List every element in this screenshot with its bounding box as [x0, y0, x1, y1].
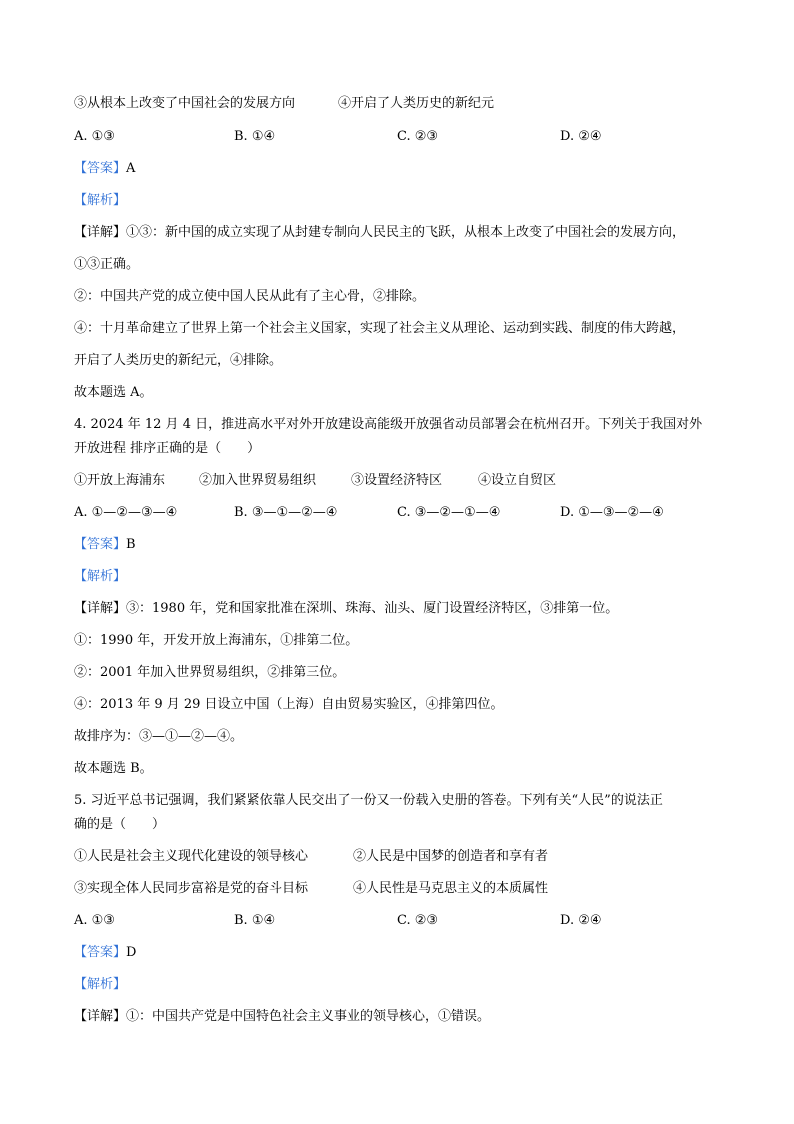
q5-option-d: D. ②④	[560, 913, 602, 928]
q3-conclusion: 故本题选 A。	[74, 385, 153, 400]
q3-detail-line-4: ④：十月革命建立了世界上第一个社会主义国家，实现了社会主义从理论、运动到实践、制度的伟大跨越，	[74, 321, 686, 336]
q3-statement-3: ③从根本上改变了中国社会的发展方向	[74, 96, 296, 111]
q3-answer	[74, 160, 135, 178]
q3-analysis-tag: 【解析】	[74, 193, 127, 208]
q4-statement-1: ①开放上海浦东	[74, 473, 166, 488]
q5-statement-3: ③实现全体人民同步富裕是党的奋斗目标	[74, 881, 309, 896]
q5-option-c: C. ②③	[397, 913, 439, 928]
q4-answer	[74, 536, 136, 554]
q5-stem-line-2: 确的是（ ）	[74, 817, 166, 832]
q3-statement-4: ④开启了人类历史的新纪元	[338, 96, 495, 111]
answer-tag: 【答案】	[74, 161, 127, 176]
q5-stem-line-1: 5. 习近平总书记强调，我们紧紧依靠人民交出了一份又一份载入史册的答卷。下列有关“人民”的说法正	[74, 793, 663, 808]
detail-tag: 【详解】	[74, 225, 127, 240]
q5-statement-4: ④人民性是马克思主义的本质属性	[353, 881, 549, 896]
answer-value: B	[126, 537, 136, 552]
answer-value: A	[126, 161, 136, 176]
q4-option-d: D. ①—③—②—④	[560, 505, 664, 520]
q5-statement-1: ①人民是社会主义现代化建设的领导核心	[74, 849, 309, 864]
q3-detail-line-3: ②：中国共产党的成立使中国人民从此有了主心骨，②排除。	[74, 289, 426, 304]
q4-detail-line-5: 故排序为：③—①—②—④。	[74, 729, 244, 744]
q4-detail-line-2: ①：1990 年，开发开放上海浦东，①排第二位。	[74, 633, 359, 648]
q4-option-c: C. ③—②—①—④	[397, 505, 501, 520]
q5-detail-line-1: 【详解】①：中国共产党是中国特色社会主义事业的领导核心，①错误。	[74, 1009, 491, 1024]
q4-statement-2: ②加入世界贸易组织	[199, 473, 317, 488]
q4-stem-line-2: 开放进程 排序正确的是（ ）	[74, 441, 261, 456]
q4-option-a: A. ①—②—③—④	[74, 505, 178, 520]
answer-tag: 【答案】	[74, 945, 127, 960]
q5-statement-2: ②人民是中国梦的创造者和享有者	[353, 849, 549, 864]
q4-stem-line-1: 4. 2024 年 12 月 4 日，推进高水平对外开放建设高能级开放强省动员部署会在杭州召开。下列关于我国对外	[74, 417, 703, 432]
q3-detail-line-2: ①③正确。	[74, 257, 140, 272]
detail-tag: 【详解】	[74, 601, 127, 616]
detail-tag: 【详解】	[74, 1009, 127, 1024]
q3-detail-line-1: 【详解】①③：新中国的成立实现了从封建专制向人民民主的飞跃，从根本上改变了中国社会的发展方向，	[74, 225, 686, 240]
q4-analysis-tag: 【解析】	[74, 569, 127, 584]
q5-answer	[74, 944, 136, 962]
q3-option-c: C. ②③	[397, 129, 439, 144]
q3-detail-line-5: 开启了人类历史的新纪元，④排除。	[74, 353, 283, 368]
q4-detail-line-3: ②：2001 年加入世界贸易组织，②排第三位。	[74, 665, 346, 680]
q3-option-a: A. ①③	[74, 129, 115, 144]
answer-value: D	[126, 945, 137, 960]
q5-option-b: B. ①④	[234, 913, 276, 928]
answer-tag: 【答案】	[74, 537, 127, 552]
q4-statement-4: ④设立自贸区	[478, 473, 557, 488]
q4-statement-3: ③设置经济特区	[351, 473, 443, 488]
q4-detail-line-4: ④：2013 年 9 月 29 日设立中国（上海）自由贸易实验区，④排第四位。	[74, 697, 504, 712]
q3-option-d: D. ②④	[560, 129, 602, 144]
q5-analysis-tag: 【解析】	[74, 977, 127, 992]
q4-option-b: B. ③—①—②—④	[234, 505, 338, 520]
q3-option-b: B. ①④	[234, 129, 276, 144]
q4-conclusion: 故本题选 B。	[74, 761, 153, 776]
q4-detail-line-1: 【详解】③：1980 年，党和国家批准在深圳、珠海、汕头、厦门设置经济特区，③排第一位。	[74, 601, 619, 616]
q5-option-a: A. ①③	[74, 913, 115, 928]
